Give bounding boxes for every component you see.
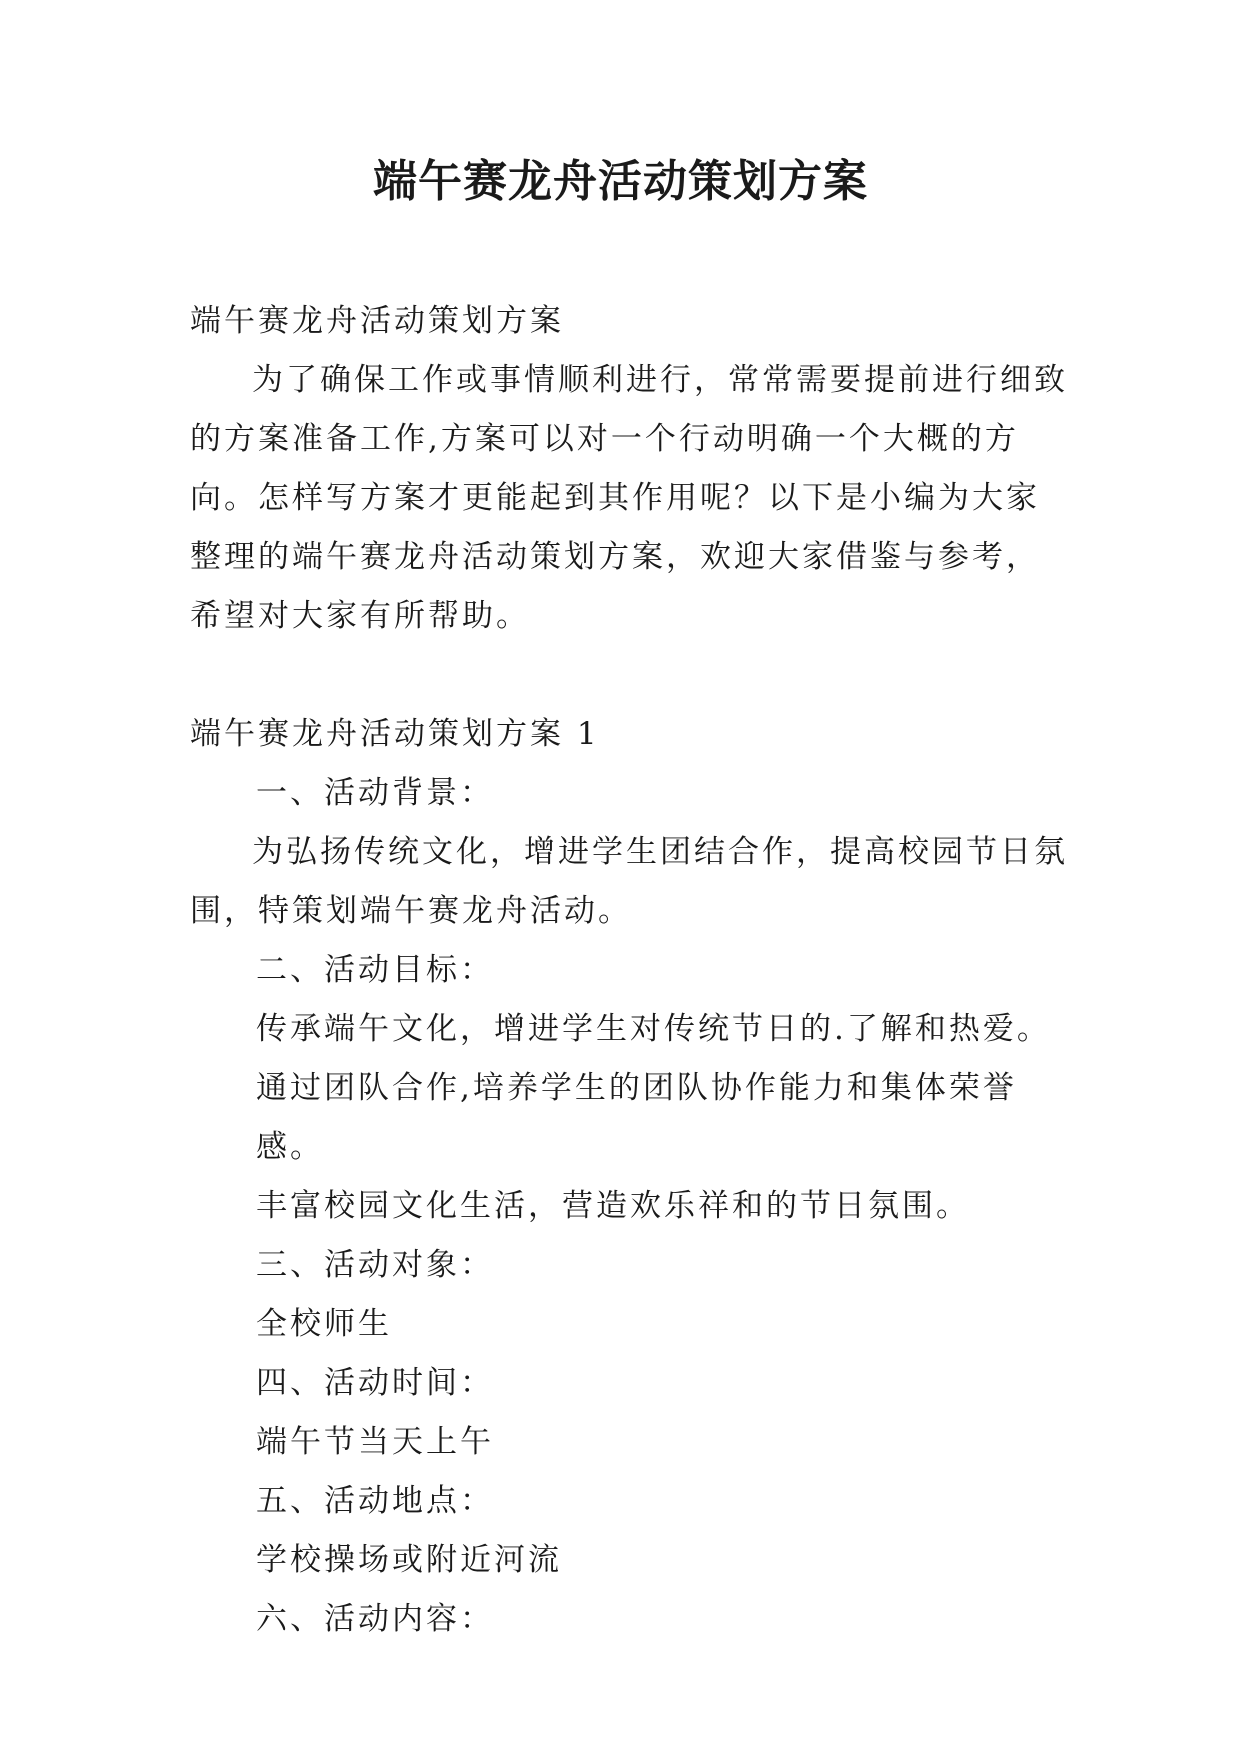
time-title: 四、活动时间： — [256, 1365, 494, 1401]
document-body — [190, 292, 1070, 1649]
paragraph-gap — [190, 646, 1070, 705]
content-title: 六、活动内容： — [256, 1601, 494, 1637]
goal-item: 传承端午文化，增进学生对传统节日的.了解和热爱。 — [256, 1011, 1051, 1047]
background-text: 为弘扬传统文化，增进学生团结合作，提高校园节日氛围，特策划端午赛龙舟活动。 — [190, 834, 1068, 929]
background-title: 一、活动背景： — [256, 775, 494, 811]
goal-item: 丰富校园文化生活，营造欢乐祥和的节日氛围。 — [256, 1188, 970, 1224]
section-heading: 端午赛龙舟活动策划方案 1 — [190, 716, 600, 752]
place-title: 五、活动地点： — [256, 1483, 494, 1519]
place-text: 学校操场或附近河流 — [256, 1542, 562, 1578]
document-title: 端午赛龙舟活动策划方案 — [373, 156, 868, 207]
goals-title: 二、活动目标： — [256, 952, 494, 988]
target-text: 全校师生 — [256, 1306, 392, 1342]
intro-paragraph: 为了确保工作或事情顺利进行，常常需要提前进行细致的方案准备工作,方案可以对一个行动明确一个大概的方向。怎样写方案才更能起到其作用呢？以下是小编为大家整理的端午赛龙舟活动策划方案，欢迎大家借鉴与参考，希望对大家有所帮助。 — [190, 362, 1068, 634]
goal-item: 通过团队合作,培养学生的团队协作能力和集体荣誉感。 — [256, 1070, 1017, 1165]
time-text: 端午节当天上午 — [256, 1424, 494, 1460]
target-title: 三、活动对象： — [256, 1247, 494, 1283]
document-subtitle: 端午赛龙舟活动策划方案 — [190, 303, 564, 339]
